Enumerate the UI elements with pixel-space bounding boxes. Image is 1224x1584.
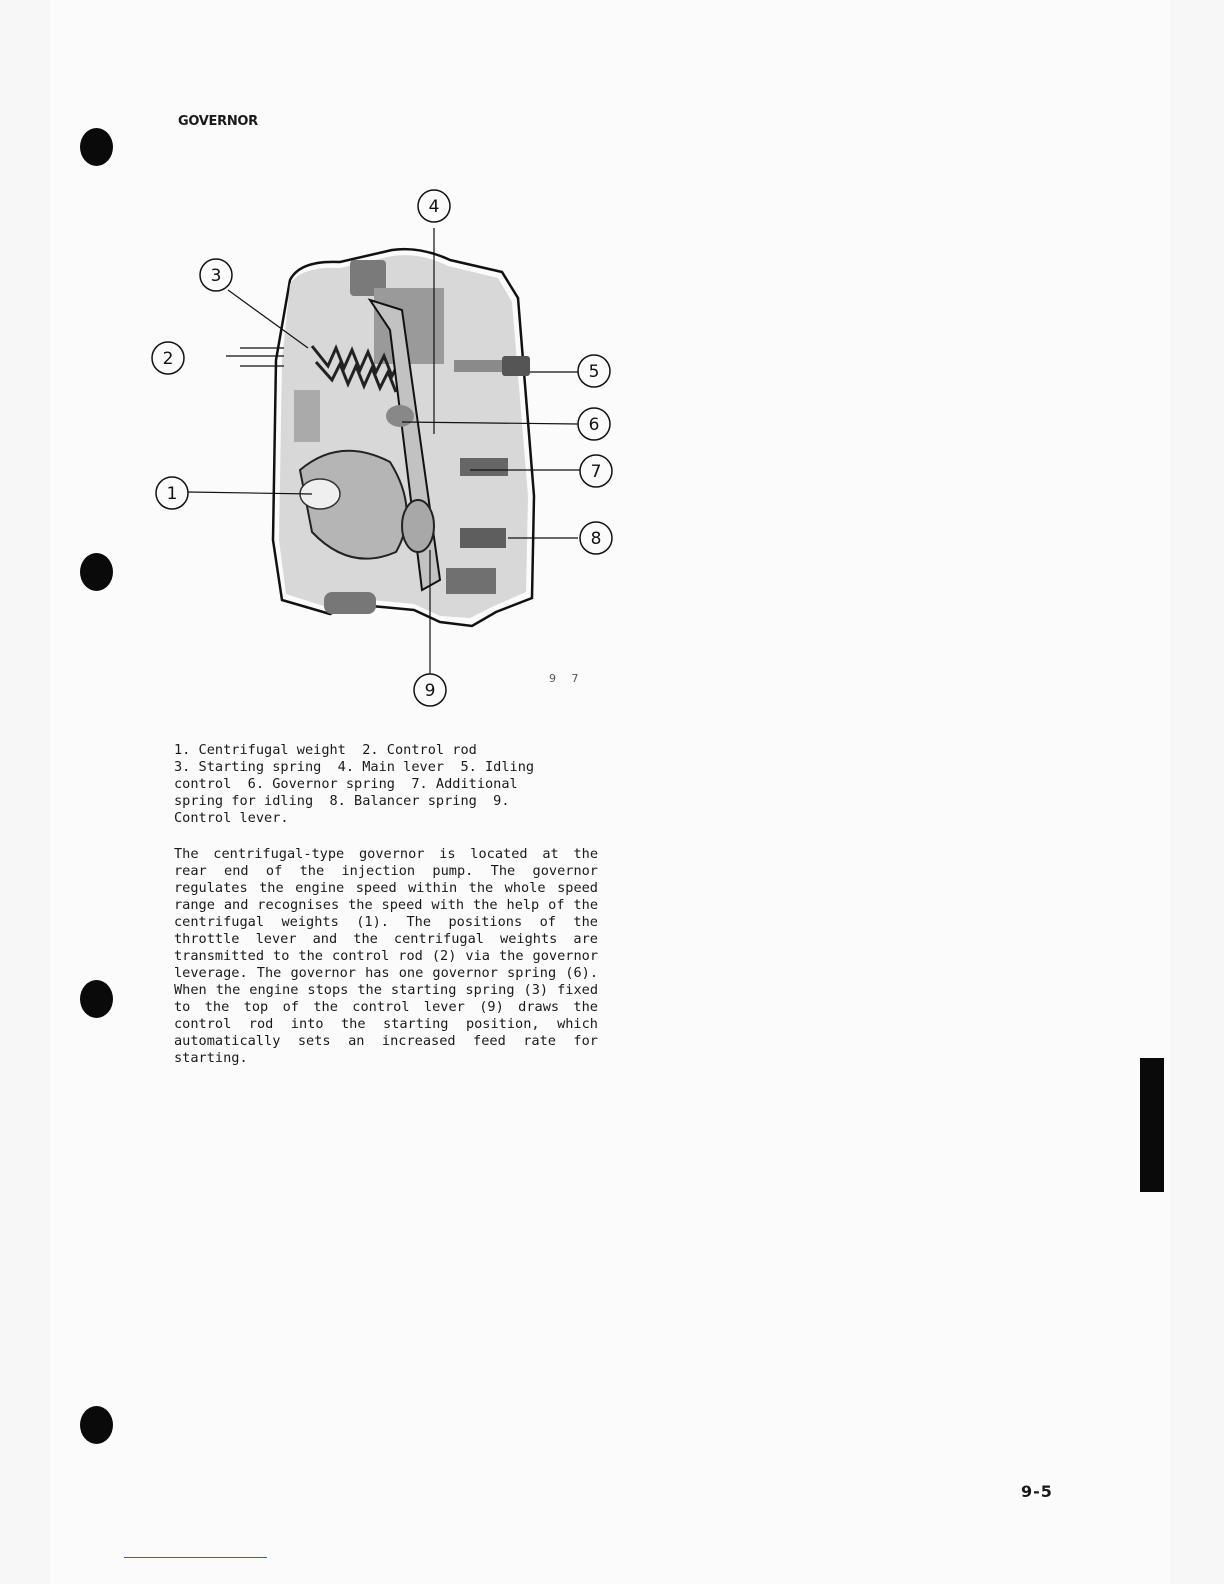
punch-hole-4 [80,1406,113,1444]
callout-7: 7 [590,462,602,482]
callout-5: 5 [588,362,600,382]
punch-hole-2 [80,553,113,591]
page-number: 9-5 [1021,1482,1053,1501]
body-paragraph: The centrifugal-type governor is located at the rear end of the injection pump. The governor regulates the engine speed within the whole speed range and recognises the speed with the help of the centrifugal weights (1). The positions of the throttle lever and the centrifugal weights are transmitted to the control rod (2) via the governor leverage. The governor has one governor spring (6). When the engine stops the starting spring (3) fixed to the top of the control lever (9) draws the control rod into the starting position, which automatically sets an increased feed rate for starting. [174,846,598,1066]
figure-number: 9 7 [549,672,585,685]
figure-caption: 1. Centrifugal weight 2. Control rod 3. Starting spring 4. Main lever 5. Idling control 6. Governor spring 7. Additional spring for idling 8. Balancer spring 9. Control lever. [174,742,535,826]
callout-4: 4 [428,197,440,217]
punch-hole-1 [80,128,113,166]
section-title: GOVERNOR [178,114,258,129]
callout-9: 9 [424,681,436,701]
section-tab-marker [1140,1058,1164,1192]
governor-cutaway-illustration [140,180,640,720]
callout-1: 1 [166,484,178,504]
callout-3: 3 [210,266,222,286]
footer-rule [124,1557,267,1558]
callout-6: 6 [588,415,600,435]
callout-2: 2 [162,349,174,369]
callout-8: 8 [590,529,602,549]
punch-hole-3 [80,980,113,1018]
